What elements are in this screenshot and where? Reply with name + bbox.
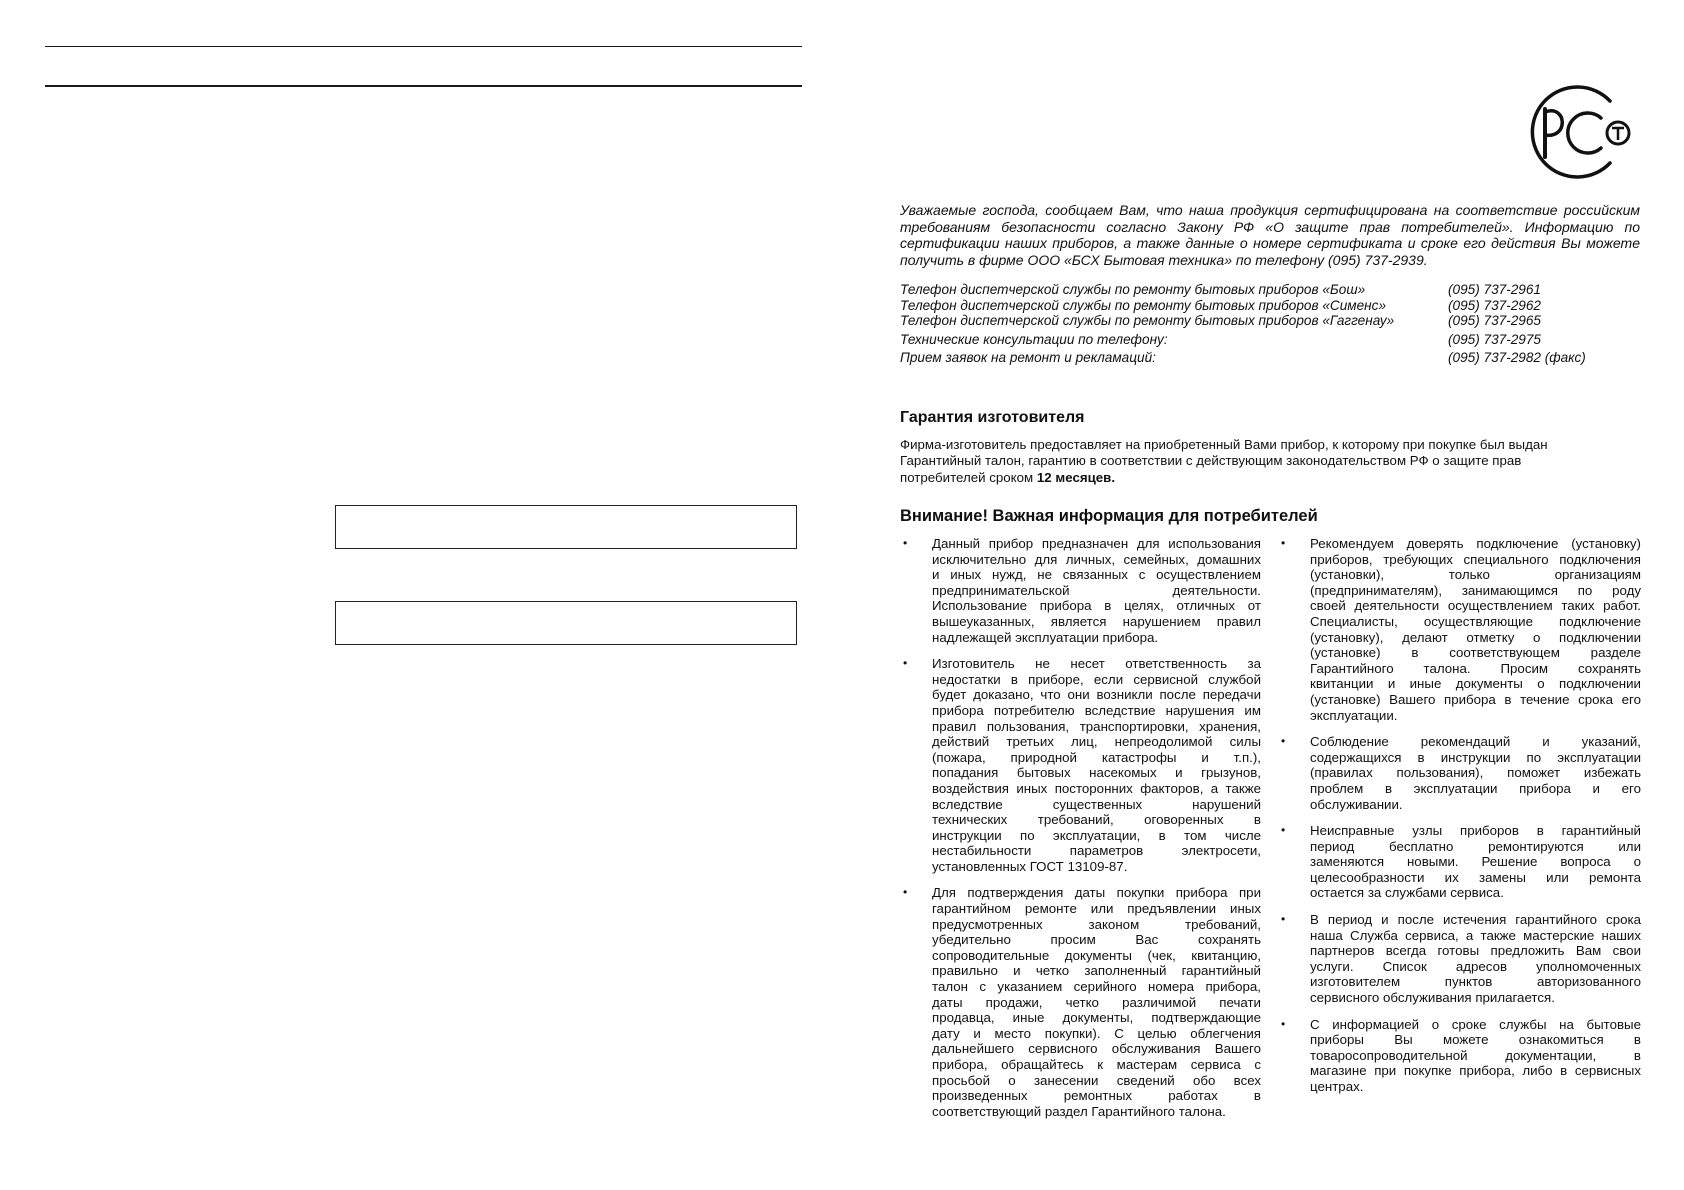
- bullet-icon: •: [1281, 823, 1286, 838]
- certification-line: сертификации наших приборов, а также данные о номере сертификата и сроке его действия Вы можете: [900, 235, 1640, 251]
- bullet-icon: •: [903, 885, 908, 900]
- phone-row: [900, 298, 1640, 314]
- notice-line: и иных нужд, не связанных с осуществлением: [932, 567, 1261, 583]
- notice-line: товаросопроводительной документации, в: [1310, 1047, 1641, 1063]
- notice-line: Соблюдение рекомендаций и указаний,: [1310, 734, 1641, 750]
- notice-line: магазине при покупке прибора, либо в сервисных: [1310, 1063, 1641, 1079]
- bullet-icon: •: [1281, 1016, 1286, 1031]
- notice-item: [1281, 912, 1641, 1006]
- notice-line: проблем в эксплуатации прибора и его: [1310, 780, 1641, 796]
- notice-line: убедительно просим Вас сохранять: [932, 932, 1261, 948]
- certification-line: получить в фирме ООО «БСХ Бытовая техника» по телефону (095) 737-2939.: [900, 251, 1428, 268]
- notice-line: даты продажи, четко различимой печати: [932, 994, 1261, 1010]
- notice-line: сопроводительные документы (чек, квитанцию,: [932, 947, 1261, 963]
- top-rule: [45, 46, 802, 47]
- notice-line: В период и после истечения гарантийного срока: [1310, 912, 1641, 928]
- phone-row: [900, 313, 1640, 329]
- notice-line: сервисного обслуживания прилагается.: [1310, 990, 1555, 1006]
- notice-line: изготовителем пунктов авторизованного: [1310, 974, 1641, 990]
- notice-line: (пожара, природной катастрофы и т.п.),: [932, 749, 1261, 765]
- notice-line: воздействия иных посторонних факторов, а также: [932, 780, 1261, 796]
- notice-line: Изготовитель не несет ответственность за: [932, 656, 1261, 672]
- guarantee-line-last: [900, 470, 1640, 486]
- notice-line: гарантийном ремонте или предъявлении иных: [932, 901, 1261, 917]
- notice-item-text: [1310, 1017, 1641, 1095]
- notice-line: эксплуатации.: [1310, 707, 1398, 723]
- guarantee-heading: Гарантия изготовителя: [900, 409, 1085, 426]
- phone-row: [900, 282, 1640, 298]
- notice-item: [1281, 1017, 1641, 1095]
- notice-item: [903, 656, 1261, 874]
- notice-item-text: [1310, 734, 1641, 812]
- guarantee-line: Фирма-изготовитель предоставляет на приобретенный Вами прибор, к которому при покупке был выдан: [900, 437, 1548, 452]
- empty-frame-2: [335, 601, 797, 645]
- notice-line: целесообразности их замены или ремонта: [1310, 869, 1641, 885]
- guarantee-line: Гарантийный талон, гарантию в соответствии с действующим законодательством РФ о защите прав: [900, 453, 1522, 469]
- notice-line: Неисправные узлы приборов в гарантийный: [1310, 823, 1641, 839]
- bullet-icon: •: [1281, 912, 1286, 927]
- notice-line: соответствующий раздел Гарантийного талона.: [932, 1103, 1226, 1119]
- notice-line: действий третьих лиц, непреодолимой силы: [932, 734, 1261, 750]
- notice-line: услуги. Список адресов уполномоченных: [1310, 958, 1641, 974]
- notice-column-right: [1281, 536, 1641, 1106]
- notice-line: квитанции и иные документы о подключении: [1310, 676, 1641, 692]
- phone-number: (095) 737-2975: [1448, 331, 1541, 347]
- notice-line: нестабильности параметров электросети,: [932, 843, 1261, 859]
- phone-number: (095) 737-2962: [1448, 297, 1541, 313]
- empty-frame-1: [335, 505, 797, 549]
- notice-line: Гарантийного талона. Просим сохранять: [1310, 660, 1641, 676]
- notice-line: попадания бытовых насекомых и грызунов,: [932, 765, 1261, 781]
- notice-line: просьбой о занесении сведений обо всех: [932, 1072, 1261, 1088]
- notice-line: приборов, требующих специального подключения: [1310, 551, 1641, 567]
- notice-item: [1281, 734, 1641, 812]
- phone-number: (095) 737-2961: [1448, 282, 1541, 297]
- notice-line: обслуживании.: [1310, 796, 1403, 812]
- guarantee-period: 12 месяцев.: [1036, 469, 1116, 485]
- notice-item-text: [932, 656, 1261, 874]
- notice-line: С информацией о сроке службы на бытовые: [1310, 1016, 1641, 1032]
- notice-line: инструкции по эксплуатации, в том числе: [932, 827, 1261, 843]
- notice-item-text: [932, 536, 1261, 645]
- notice-line: правильно и четко заполненный гарантийный: [932, 963, 1261, 979]
- notice-line: наша Служба сервиса, а также мастерские наших: [1310, 927, 1641, 943]
- notice-line: (предпринимателям), занимающимся по роду: [1310, 582, 1641, 598]
- notice-line: вышеуказанных, является нарушением правил: [932, 613, 1261, 629]
- phone-label: Телефон диспетчерской службы по ремонту бытовых приборов «Гаггенау»: [900, 313, 1395, 328]
- notice-line: Использование прибора в целях, отличных от: [932, 598, 1261, 614]
- phone-label: Прием заявок на ремонт и рекламаций:: [900, 350, 1156, 365]
- notice-line: центрах.: [1310, 1079, 1364, 1094]
- notice-line: Специалисты, осуществляющие подключение: [1310, 613, 1641, 629]
- notice-line: технических требований, оговоренных в: [932, 812, 1261, 828]
- notice-line: установленных ГОСТ 13109-87.: [932, 858, 1128, 874]
- bullet-icon: •: [903, 536, 908, 550]
- notice-line: дату и место покупки). С целью облегчения: [932, 1025, 1261, 1041]
- notice-line: Рекомендуем доверять подключение (установку): [1310, 536, 1641, 551]
- notice-item-text: [1310, 536, 1641, 723]
- notice-item: [1281, 536, 1641, 723]
- notice-line: талон с указанием серийного номера прибора,: [932, 979, 1261, 995]
- notice-line: исключительно для личных, семейных, домашних: [932, 551, 1261, 567]
- notice-item: [903, 536, 1261, 645]
- notice-line: дальнейшего сервисного обслуживания Вашего: [932, 1041, 1261, 1057]
- notice-line: недостатки в приборе, если сервисной службой: [932, 671, 1261, 687]
- bullet-icon: •: [1281, 536, 1286, 550]
- notice-line: остается за службами сервиса.: [1310, 885, 1504, 901]
- phone-row: [900, 332, 1640, 348]
- notice-line: вследствие существенных нарушений: [932, 796, 1261, 812]
- guarantee-paragraph: [900, 437, 1640, 486]
- notice-line: предпринимательской деятельности.: [932, 582, 1261, 598]
- service-phone-list: [900, 282, 1640, 366]
- phone-number: (095) 737-2982 (факс): [1448, 350, 1586, 365]
- guarantee-line: потребителей сроком: [900, 469, 1034, 485]
- second-rule: [45, 85, 802, 87]
- notice-line: период бесплатно ремонтируются или: [1310, 838, 1641, 854]
- notice-line: партнеров всегда готовы предложить Вам свои: [1310, 943, 1641, 959]
- notice-heading: Внимание! Важная информация для потребителей: [900, 507, 1318, 525]
- certification-notice: [900, 202, 1640, 268]
- notice-line: (установку), делают отметку о подключении: [1310, 629, 1641, 645]
- notice-line: прибора, обращайтесь к мастерам сервиса с: [932, 1057, 1261, 1072]
- phone-row: [900, 350, 1640, 366]
- notice-column-left: [903, 536, 1261, 1130]
- notice-line: прибора потребителю вследствие нарушения им: [932, 702, 1261, 718]
- notice-item-text: [1310, 823, 1641, 901]
- phone-label: Телефон диспетчерской службы по ремонту бытовых приборов «Сименс»: [900, 297, 1387, 313]
- notice-line: предусмотренных законом требований,: [932, 916, 1261, 932]
- notice-line: (установки), только организациям: [1310, 567, 1641, 583]
- phone-number: (095) 737-2965: [1448, 313, 1541, 328]
- notice-line: заменяются новыми. Решение вопроса о: [1310, 854, 1641, 870]
- notice-line: Данный прибор предназначен для использования: [932, 536, 1261, 551]
- certification-line: требованиям безопасности согласно Закону РФ «О защите прав потребителей». Информацию по: [900, 218, 1640, 235]
- notice-item-text: [1310, 912, 1641, 1006]
- notice-line: (установке) в соответствующем разделе: [1310, 645, 1641, 661]
- notice-line: правил пользования, транспортировки, хранения,: [932, 718, 1261, 734]
- phone-label: Технические консультации по телефону:: [900, 331, 1168, 347]
- notice-line: надлежащей эксплуатации прибора.: [932, 629, 1159, 645]
- notice-line: будет доказано, что они возникли после передачи: [932, 687, 1261, 703]
- notice-line: содержащихся в инструкции по эксплуатации: [1310, 749, 1641, 765]
- bullet-icon: •: [1281, 734, 1286, 749]
- notice-item: [1281, 823, 1641, 901]
- notice-item-text: [932, 885, 1261, 1119]
- notice-line: (установке) Вашего прибора в течение срока его: [1310, 691, 1641, 707]
- phone-label: Телефон диспетчерской службы по ремонту бытовых приборов «Бош»: [900, 282, 1366, 297]
- rst-certification-logo-icon: [1515, 85, 1635, 179]
- notice-line: (правилах пользования), поможет избежать: [1310, 765, 1641, 781]
- notice-line: произведенных ремонтных работах в: [932, 1088, 1261, 1104]
- bullet-icon: •: [903, 656, 908, 671]
- notice-line: продавца, иные документы, подтверждающие: [932, 1010, 1261, 1026]
- notice-line: своей деятельности осуществлением таких работ.: [1310, 598, 1641, 614]
- notice-line: Для подтверждения даты покупки прибора при: [932, 885, 1261, 901]
- notice-item: [903, 885, 1261, 1119]
- notice-line: приборы Вы можете ознакомиться в: [1310, 1032, 1641, 1048]
- certification-line: Уважаемые господа, сообщаем Вам, что наша продукция сертифицирована на соответствие российским: [900, 202, 1640, 218]
